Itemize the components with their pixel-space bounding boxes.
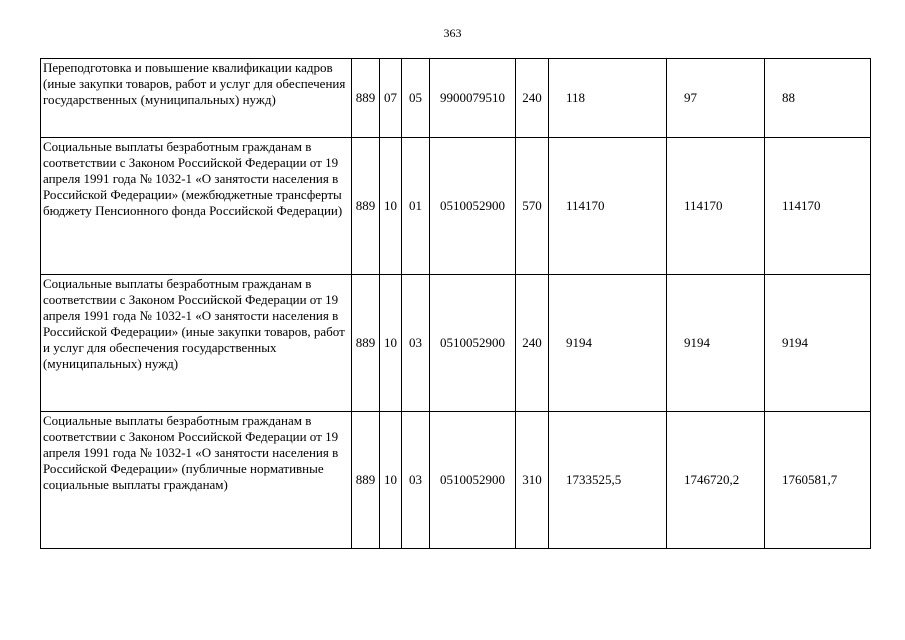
amount-year-1: 114170 <box>549 138 667 275</box>
expense-type-code: 570 <box>516 138 549 275</box>
ministry-code: 889 <box>352 59 380 138</box>
table-row <box>41 138 871 275</box>
amount-year-3: 9194 <box>765 275 871 412</box>
amount-year-2: 1746720,2 <box>667 412 765 549</box>
row-description: Социальные выплаты безработным гражданам в соответствии с Законом Российской Федерации от 19 апреля 1991 года № 1032-1 «О занятости населения в Российской Федерации» (межбюджетные трансферты бюджету Пенсионного фонда Российской Федерации) <box>41 138 352 275</box>
subsection-code: 01 <box>402 138 430 275</box>
expense-type-code: 240 <box>516 275 549 412</box>
target-article-code: 0510052900 <box>430 412 516 549</box>
amount-year-1: 9194 <box>549 275 667 412</box>
ministry-code: 889 <box>352 412 380 549</box>
amount-year-2: 9194 <box>667 275 765 412</box>
section-code: 10 <box>380 138 402 275</box>
budget-table <box>40 58 871 549</box>
amount-year-1: 1733525,5 <box>549 412 667 549</box>
amount-year-3: 114170 <box>765 138 871 275</box>
expense-type-code: 240 <box>516 59 549 138</box>
amount-year-2: 97 <box>667 59 765 138</box>
subsection-code: 05 <box>402 59 430 138</box>
section-code: 10 <box>380 412 402 549</box>
page-number: 363 <box>443 26 462 40</box>
amount-year-3: 88 <box>765 59 871 138</box>
ministry-code: 889 <box>352 275 380 412</box>
target-article-code: 0510052900 <box>430 275 516 412</box>
table-row <box>41 412 871 549</box>
target-article-code: 9900079510 <box>430 59 516 138</box>
section-code: 07 <box>380 59 402 138</box>
target-article-code: 0510052900 <box>430 138 516 275</box>
row-description: Социальные выплаты безработным гражданам в соответствии с Законом Российской Федерации от 19 апреля 1991 года № 1032-1 «О занятости населения в Российской Федерации» (публичные нормативные социальные выплаты гражданам) <box>41 412 352 549</box>
table-row <box>41 59 871 138</box>
amount-year-2: 114170 <box>667 138 765 275</box>
section-code: 10 <box>380 275 402 412</box>
subsection-code: 03 <box>402 275 430 412</box>
ministry-code: 889 <box>352 138 380 275</box>
subsection-code: 03 <box>402 412 430 549</box>
table-row <box>41 275 871 412</box>
amount-year-1: 118 <box>549 59 667 138</box>
row-description: Социальные выплаты безработным гражданам в соответствии с Законом Российской Федерации от 19 апреля 1991 года № 1032-1 «О занятости населения в Российской Федерации» (иные закупки товаров, работ и услуг для обеспечения государственных (муниципальных) нужд) <box>41 275 352 412</box>
row-description: Переподготовка и повышение квалификации кадров (иные закупки товаров, работ и услуг для обеспечения государственных (муниципальных) нужд) <box>41 59 352 138</box>
amount-year-3: 1760581,7 <box>765 412 871 549</box>
expense-type-code: 310 <box>516 412 549 549</box>
